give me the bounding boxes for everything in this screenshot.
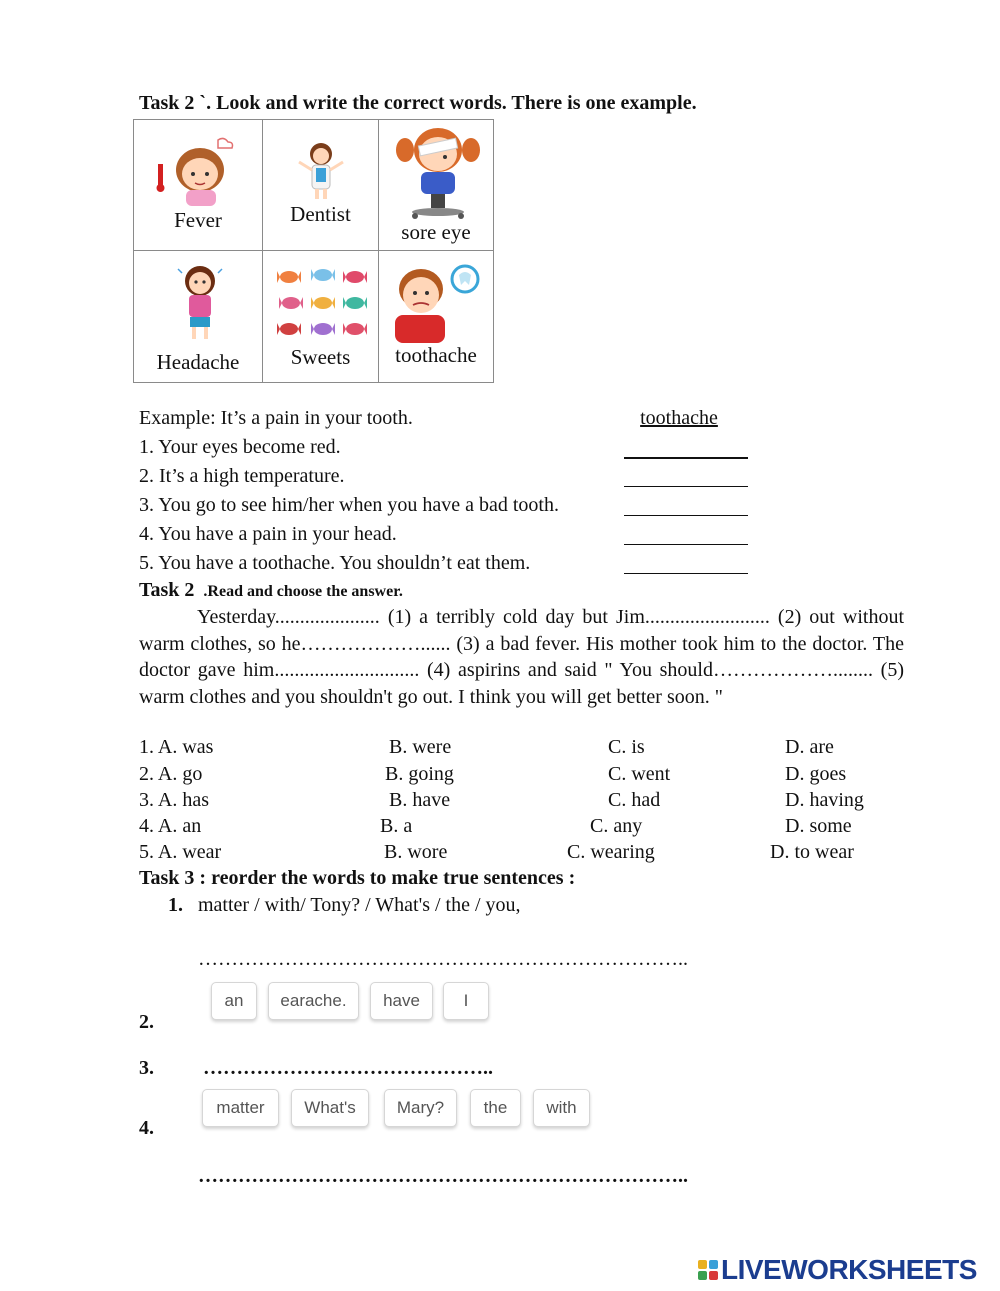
option-1b[interactable]: B. were — [389, 736, 452, 758]
q3-answer-dots[interactable]: …………………………………….. — [203, 1057, 493, 1079]
option-3d[interactable]: D. having — [785, 789, 864, 811]
word-chip-an[interactable]: an — [211, 982, 257, 1020]
word-chip-mary[interactable]: Mary? — [384, 1089, 457, 1127]
sore-eye-girl-icon — [393, 124, 483, 220]
brand-name: LIVEWORKSHEETS — [721, 1254, 977, 1285]
dentist-icon — [291, 140, 351, 202]
picture-cell-sore-eye — [378, 119, 494, 251]
question-4: 4. You have a pain in your head. — [139, 523, 397, 545]
option-2a[interactable]: 2. A. go — [139, 763, 203, 785]
word-chip-with[interactable]: with — [533, 1089, 590, 1127]
option-2d[interactable]: D. goes — [785, 763, 847, 785]
option-2c[interactable]: C. went — [608, 763, 671, 785]
picture-cell-toothache — [378, 250, 494, 383]
q4-answer-dots[interactable]: ……………………………………………………………….. — [198, 1165, 688, 1187]
logo-squares-icon — [698, 1260, 718, 1280]
fever-girl-icon — [152, 136, 248, 206]
example-answer: toothache — [640, 407, 718, 429]
liveworksheets-logo[interactable] — [698, 1255, 977, 1285]
example-question: Example: It’s a pain in your tooth. — [139, 407, 413, 429]
task2-title — [139, 579, 403, 602]
picture-label: sore eye — [401, 220, 471, 244]
option-1a[interactable]: 1. A. was — [139, 736, 214, 758]
answer-blank-2[interactable] — [624, 486, 748, 487]
option-5a[interactable]: 5. A. wear — [139, 841, 222, 863]
option-2b[interactable]: B. going — [385, 763, 454, 785]
q3-number: 3. — [139, 1057, 154, 1079]
option-3b[interactable]: B. have — [389, 789, 451, 811]
task1-title: Task 2 `. Look and write the correct words. There is one example. — [139, 92, 697, 114]
question-3: 3. You go to see him/her when you have a bad tooth. — [139, 494, 559, 516]
word-chip-matter[interactable]: matter — [202, 1089, 279, 1127]
picture-cell-fever — [133, 119, 263, 251]
picture-cell-headache — [133, 250, 263, 383]
word-chip-i[interactable]: I — [443, 982, 489, 1020]
word-chip-whats[interactable]: What's — [291, 1089, 369, 1127]
question-1: 1. Your eyes become red. — [139, 436, 341, 458]
headache-girl-icon — [172, 263, 230, 343]
q1-text: matter / with/ Tony? / What's / the / you, — [198, 894, 521, 916]
task2-title-prefix: Task 2 — [139, 579, 195, 601]
picture-cell-dentist — [262, 119, 379, 251]
question-2: 2. It’s a high temperature. — [139, 465, 345, 487]
word-chip-the[interactable]: the — [470, 1089, 521, 1127]
q2-number: 2. — [139, 1011, 154, 1033]
option-4a[interactable]: 4. A. an — [139, 815, 202, 837]
picture-label: toothache — [395, 343, 477, 367]
option-5d[interactable]: D. to wear — [770, 841, 854, 863]
option-5b[interactable]: B. wore — [384, 841, 448, 863]
picture-label: Dentist — [290, 202, 351, 226]
option-1c[interactable]: C. is — [608, 736, 645, 758]
option-4c[interactable]: C. any — [590, 815, 643, 837]
option-4b[interactable]: B. a — [380, 815, 413, 837]
answer-blank-4[interactable] — [624, 544, 748, 545]
task2-title-rest: .Read and choose the answer. — [203, 583, 403, 600]
q1-answer-dots[interactable]: ……………………………………………………………….. — [198, 948, 688, 970]
picture-label: Fever — [174, 208, 222, 232]
reading-paragraph: Yesterday..................... (1) a terribly cold day but Jim......................... (2) out without warm clothes, so he………………...... (3) a bad fever. His mother took him to the doctor. The doctor gave him............................. (4) aspirins and said " You should………………........ (5) warm clothes and you shouldn't go out. I think you will get better soon. " — [139, 606, 904, 708]
sweets-icon — [273, 265, 371, 341]
option-3c[interactable]: C. had — [608, 789, 661, 811]
word-chip-have[interactable]: have — [370, 982, 433, 1020]
question-5: 5. You have a toothache. You shouldn’t eat them. — [139, 552, 531, 574]
option-1d[interactable]: D. are — [785, 736, 834, 758]
picture-label: Sweets — [290, 345, 351, 369]
q4-number: 4. — [139, 1117, 154, 1139]
toothache-boy-icon — [391, 263, 485, 345]
option-3a[interactable]: 3. A. has — [139, 789, 209, 811]
answer-blank-1[interactable] — [624, 457, 748, 459]
picture-cell-sweets — [262, 250, 379, 383]
word-chip-earache[interactable]: earache. — [268, 982, 359, 1020]
option-5c[interactable]: C. wearing — [567, 841, 655, 863]
answer-blank-5[interactable] — [624, 573, 748, 574]
picture-label: Headache — [156, 350, 240, 374]
answer-blank-3[interactable] — [624, 515, 748, 516]
q1-number: 1. — [168, 894, 183, 916]
option-4d[interactable]: D. some — [785, 815, 852, 837]
task3-title: Task 3 : reorder the words to make true sentences : — [139, 867, 576, 889]
